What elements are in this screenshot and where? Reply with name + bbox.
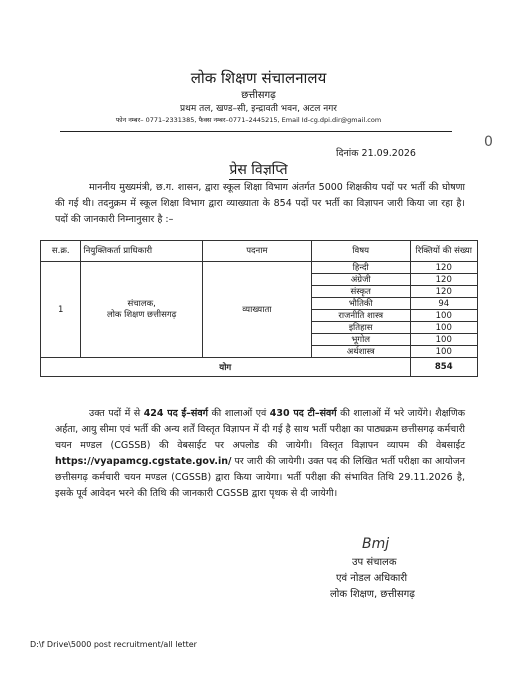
authority-line-1: संचालक,: [127, 298, 156, 309]
signatory-office: लोक शिक्षण, छत्तीसगढ़: [330, 589, 415, 600]
header-authority: नियुक्तिकर्ता प्राधिकारी: [81, 241, 202, 262]
margin-mark: 0: [484, 134, 493, 150]
para2-text-4: पर जारी की जायेगी। उक्त पद की लिखित भर्ती परीक्षा का आयोजन छत्तीसगढ़ कर्मचारी चयन मण्डल (CGSSB) द्वारा किया जायेगा। भर्ती परीक्षा की संभावित तिथि 29.11.2026 है, इसके पूर्व आवेदन भरने की तिथि की जानकारी CGSSB द्वारा पृथक से दी जायेगी।: [55, 456, 465, 499]
date-line: दिनांक 21.09.2026: [336, 148, 416, 159]
total-value: 854: [410, 358, 478, 377]
cell-subject: भूगोल: [311, 334, 410, 346]
paragraph-intro: माननीय मुख्यमंत्री, छ.ग. शासन, द्वारा स्कूल शिक्षा विभाग अंतर्गत 5000 शिक्षकीय पदों पर भर्ती की घोषणा की गई थी। तदनुक्रम में स्कूल शिक्षा विभाग द्वारा व्याख्याता के 854 पदों पर भर्ती का विज्ञापन जारी किया जा रहा है। पदों की जानकारी निम्नानुसार है :–: [55, 182, 465, 225]
cell-count: 100: [410, 310, 478, 322]
authority-line-2: लोक शिक्षण छत्तीसगढ़: [106, 309, 177, 320]
table-row: [41, 262, 478, 274]
para2-text-3: की शालाओं में भरे जायेंगे। शैक्षणिक अर्हता, आयु सीमा एवं भर्ती की अन्य शर्तें विस्तृत विज्ञापन में दी गई है साथ भर्ती परीक्षा का पाठ्यक्रम छत्तीसगढ़ कर्मचारी चयन मण्डल (CGSSB) की वेबसाईट पर अपलोड की जायेगी। विस्तृत विज्ञापन व्यापम की वेबसाईट: [55, 408, 466, 451]
cell-subject: भौतिकी: [311, 298, 410, 310]
cell-count: 94: [410, 298, 478, 310]
cell-post: व्याख्याता: [202, 262, 311, 358]
para2-text-1: उक्त पदों में से: [89, 408, 144, 419]
total-label: योग: [41, 358, 411, 377]
signature-mark: Bmj: [362, 536, 390, 552]
org-address: प्रथम तल, खण्ड–सी, इन्द्रावती भवन, अटल नगर: [180, 104, 337, 114]
signatory-role: एवं नोडल अधिकारी: [336, 573, 408, 584]
header-subject: विषय: [311, 241, 410, 262]
table-header-row: [41, 241, 478, 262]
cell-count: 120: [410, 286, 478, 298]
cell-subject: राजनीति शास्त्र: [311, 310, 410, 322]
signatory-title: उप संचालक: [352, 557, 397, 568]
cell-subject: संस्कृत: [311, 286, 410, 298]
cell-subject: अर्थशास्त्र: [311, 346, 410, 358]
vyapam-website-link[interactable]: https://vyapamcg.cgstate.gov.in/: [55, 456, 232, 467]
notice-title: [0, 160, 517, 179]
notice-title-text: प्रेस विज्ञप्ति: [229, 162, 288, 178]
para2-t-cadre: 430 पद टी–संवर्ग: [269, 408, 337, 419]
table-total-row: [41, 358, 478, 377]
para2-text-2: की शालाओं एवं: [207, 408, 270, 419]
cell-subject: अंग्रेजी: [311, 274, 410, 286]
org-contact: फोन नम्बर– 0771–2331385, फैक्स नम्बर–0771–2445215, Email Id-cg.dpi.dir@gmail.com: [115, 116, 382, 124]
cell-subject: इतिहास: [311, 322, 410, 334]
cell-sno: 1: [41, 262, 81, 358]
org-state: छत्तीसगढ़: [241, 90, 276, 101]
header-post: पदनाम: [202, 241, 311, 262]
header-vacancies: रिक्तियों की संख्या: [410, 241, 478, 262]
cell-subject: हिन्दी: [311, 262, 410, 274]
para2-e-cadre: 424 पद ई–संवर्ग: [143, 408, 208, 419]
paragraph-details: [55, 406, 465, 502]
cell-count: 100: [410, 322, 478, 334]
vacancy-table: [40, 240, 478, 377]
header-divider: [60, 131, 452, 132]
cell-count: 120: [410, 274, 478, 286]
footer-file-path: D:\f Drive\5000 post recruitment/all letter: [30, 640, 197, 649]
header-sno: स.क्र.: [41, 241, 81, 262]
cell-authority: [81, 262, 202, 358]
org-title: लोक शिक्षण संचालनालय: [190, 69, 327, 87]
cell-count: 100: [410, 334, 478, 346]
cell-count: 120: [410, 262, 478, 274]
cell-count: 100: [410, 346, 478, 358]
